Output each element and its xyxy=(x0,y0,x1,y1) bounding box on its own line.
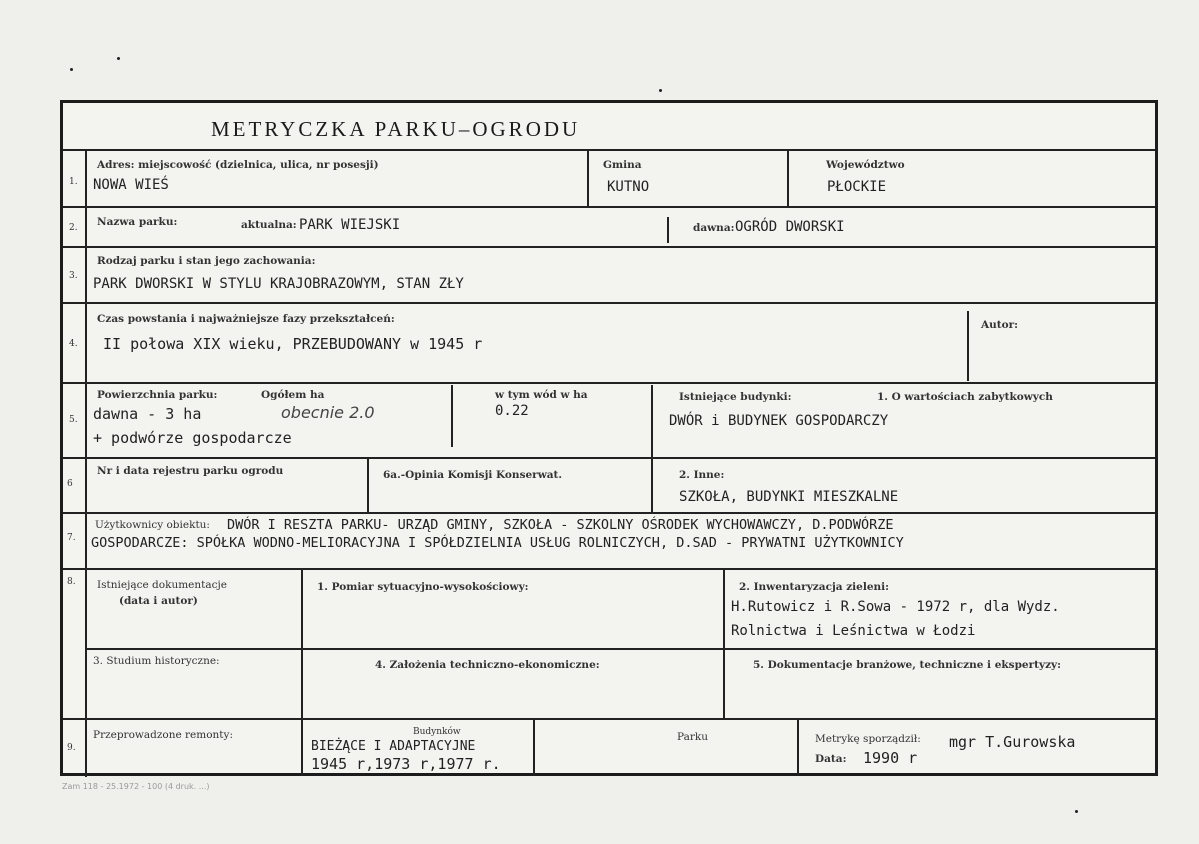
address-value: NOWA WIEŚ xyxy=(93,177,169,193)
park-type-label: Rodzaj parku i stan jego zachowania: xyxy=(97,255,316,267)
cell-divider xyxy=(451,385,453,447)
park-record-card xyxy=(60,100,1158,776)
cell-divider xyxy=(651,385,653,457)
other-buildings-value: SZKOŁA, BUDYNKI MIESZKALNE xyxy=(679,489,899,505)
greenery-inventory-label: 2. Inwentaryzacja zieleni: xyxy=(739,581,890,593)
buildings-label: Istniejące budynki: xyxy=(679,391,792,403)
park-type-value: PARK DWORSKI W STYLU KRAJOBRAZOWYM, STAN ZŁY xyxy=(93,276,464,292)
current-name-label: aktualna: xyxy=(241,219,297,231)
conservator-opinion-label: 6a.-Opinia Komisji Konserwat. xyxy=(383,469,563,481)
other-buildings-label: 2. Inne: xyxy=(679,469,725,481)
row-divider xyxy=(63,718,1155,720)
repairs-label: Przeprowadzone remonty: xyxy=(93,729,233,741)
number-column-line xyxy=(85,149,87,777)
survey-label: 1. Pomiar sytuacyjno-wysokościowy: xyxy=(317,581,529,593)
area-label: Powierzchnia parku: xyxy=(97,389,218,401)
row-number: 2. xyxy=(69,223,78,233)
date-value: 1990 r xyxy=(863,749,918,767)
cell-divider xyxy=(667,217,669,243)
historical-study-label: 3. Studium historyczne: xyxy=(93,655,220,667)
row-divider xyxy=(63,457,1155,459)
row-divider xyxy=(63,302,1155,304)
register-label: Nr i data rejestru parku ogrodu xyxy=(97,465,284,477)
prepared-by-value: mgr T.Gurowska xyxy=(949,733,1076,751)
gmina-label: Gmina xyxy=(603,159,642,171)
users-line-2: GOSPODARCZE: SPÓŁKA WODNO-MELIORACYJNA I SPÓŁDZIELNIA USŁUG ROLNICZYCH, D.SAD - PRYWATNI UŻYTKOWNICY xyxy=(91,535,904,551)
current-area-value: obecnie 2.0 xyxy=(281,403,375,422)
author-label: Autor: xyxy=(981,319,1019,331)
cell-divider xyxy=(301,720,303,776)
speck xyxy=(1075,810,1078,813)
documents-sublabel: (data i autor) xyxy=(119,595,198,607)
history-phases-label: Czas powstania i najważniejsze fazy przekształceń: xyxy=(97,313,395,325)
print-footer: Zam 118 - 25.1972 - 100 (4 druk. ...) xyxy=(62,782,210,791)
gmina-value: KUTNO xyxy=(607,179,650,195)
row-number: 3. xyxy=(69,271,78,281)
cell-divider xyxy=(797,720,799,776)
cell-divider xyxy=(587,149,589,206)
park-repairs-label: Parku xyxy=(677,731,708,743)
row-divider xyxy=(63,246,1155,248)
park-name-label: Nazwa parku: xyxy=(97,216,178,228)
water-area-value: 0.22 xyxy=(495,403,529,419)
greenery-inventory-line-1: H.Rutowicz i R.Sowa - 1972 r, dla Wydz. xyxy=(731,599,1060,615)
yard-note: + podwórze gospodarcze xyxy=(93,429,292,447)
tech-econ-label: 4. Założenia techniczno-ekonomiczne: xyxy=(375,659,600,671)
cell-divider xyxy=(367,457,369,512)
row-divider xyxy=(63,149,1155,151)
row-divider xyxy=(63,568,1155,570)
branch-docs-label: 5. Dokumentacje branżowe, techniczne i ekspertyzy: xyxy=(753,659,1062,671)
speck xyxy=(117,57,120,60)
total-area-label: Ogółem ha xyxy=(261,389,325,401)
cell-divider xyxy=(787,149,789,206)
row-number: 1. xyxy=(69,177,78,187)
row-divider xyxy=(63,382,1155,384)
buildings-value: DWÓR i BUDYNEK GOSPODARCZY xyxy=(669,413,889,429)
cell-divider xyxy=(301,570,303,718)
card-title: METRYCZKA PARKU–OGRODU xyxy=(211,117,581,141)
monument-value-label: 1. O wartościach zabytkowych xyxy=(877,391,1053,403)
users-line-1: DWÓR I RESZTA PARKU- URZĄD GMINY, SZKOŁA - SZKOLNY OŚRODEK WYCHOWAWCZY, D.PODWÓRZE xyxy=(227,517,894,533)
cell-divider xyxy=(723,570,725,718)
address-label: Adres: miejscowość (dzielnica, ulica, nr posesji) xyxy=(97,159,379,171)
building-repairs-line-2: 1945 r,1973 r,1977 r. xyxy=(311,755,501,773)
cell-divider xyxy=(651,457,653,512)
cell-divider xyxy=(967,311,969,381)
users-label: Użytkownicy obiektu: xyxy=(95,519,210,531)
row-number: 7. xyxy=(67,533,76,543)
row-divider xyxy=(63,512,1155,514)
documents-label: Istniejące dokumentacje xyxy=(97,579,227,591)
row-number: 6 xyxy=(67,479,73,489)
former-name-value: OGRÓD DWORSKI xyxy=(735,219,845,235)
cell-divider xyxy=(533,720,535,776)
current-name-value: PARK WIEJSKI xyxy=(299,217,401,233)
row-number: 4. xyxy=(69,339,78,349)
greenery-inventory-line-2: Rolnictwa i Leśnictwa w Łodzi xyxy=(731,623,976,639)
voivodeship-value: PŁOCKIE xyxy=(827,179,887,195)
row-divider xyxy=(85,648,1155,650)
row-number: 9. xyxy=(67,743,76,753)
speck xyxy=(70,68,73,71)
date-label: Data: xyxy=(815,753,847,765)
voivodeship-label: Województwo xyxy=(826,159,905,171)
history-phases-value: II połowa XIX wieku, PRZEBUDOWANY w 1945 r xyxy=(103,335,483,353)
prepared-by-label: Metrykę sporządził: xyxy=(815,733,921,745)
former-name-label: dawna: xyxy=(693,222,735,234)
row-number: 5. xyxy=(69,415,78,425)
building-repairs-line-1: BIEŻĄCE I ADAPTACYJNE xyxy=(311,739,476,754)
former-area-value: dawna - 3 ha xyxy=(93,405,202,423)
row-number: 8. xyxy=(67,577,76,587)
building-repairs-label: Budynków xyxy=(413,727,461,737)
water-area-label: w tym wód w ha xyxy=(495,389,588,401)
speck xyxy=(659,89,662,92)
row-divider xyxy=(63,206,1155,208)
